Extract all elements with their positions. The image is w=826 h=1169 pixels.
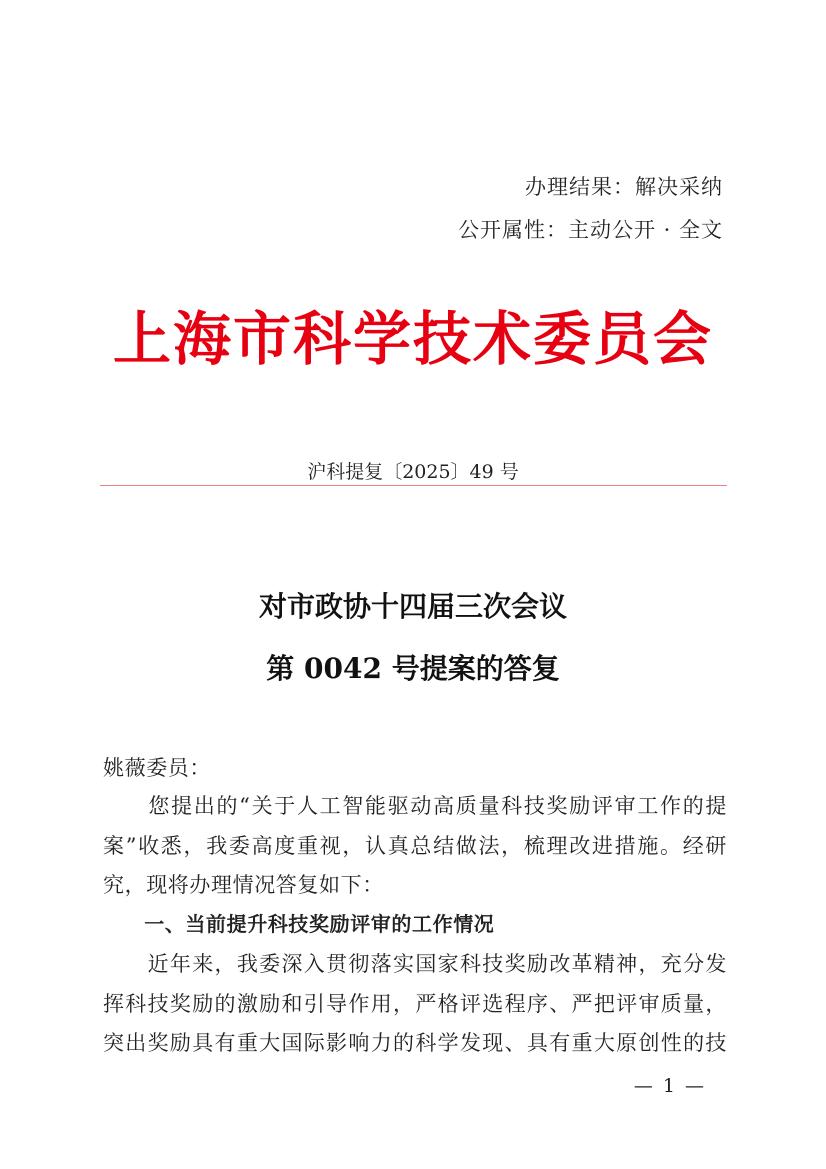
salutation: 姚薇委员：: [103, 756, 211, 780]
paragraph-2-line: 挥科技奖励的激励和引导作用，严格评选程序、严把评审质量，: [103, 992, 727, 1016]
paragraph-1-line: 案”收悉，我委高度重视，认真总结做法，梳理改进措施。经研: [103, 834, 727, 858]
section-heading: 一、当前提升科技奖励评审的工作情况: [103, 912, 495, 936]
paragraph-1-line: 究，现将办理情况答复如下：: [103, 873, 384, 897]
page-number: — 1 —: [633, 1075, 706, 1097]
document-title-line-1: 对市政协十四届三次会议: [258, 590, 567, 623]
paragraph-2-line: 突出奖励具有重大国际影响力的科学发现、具有重大原创性的技: [103, 1031, 727, 1055]
disclosure-attribute: 公开属性：主动公开 · 全文: [457, 218, 723, 242]
issuing-organization-title: 上海市科学技术委员会: [112, 305, 713, 373]
handling-result: 办理结果：解决采纳: [525, 175, 723, 199]
document-number: 沪科提复〔2025〕49 号: [307, 461, 519, 483]
paragraph-2-line: 近年来，我委深入贯彻落实国家科技奖励改革精神，充分发: [103, 952, 727, 976]
document-title-line-2: 第 0042 号提案的答复: [266, 652, 560, 685]
red-separator-line: [100, 485, 727, 486]
paragraph-1-line: 您提出的“关于人工智能驱动高质量科技奖励评审工作的提: [103, 794, 727, 818]
